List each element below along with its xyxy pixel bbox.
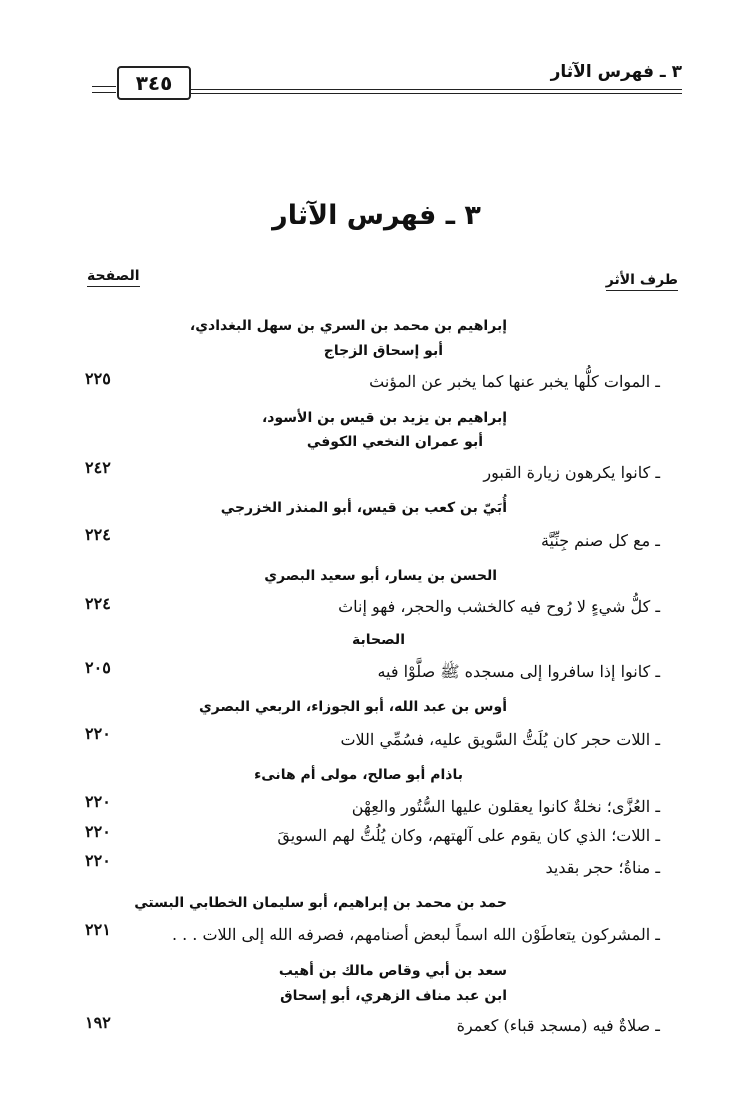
header-rule bbox=[190, 93, 682, 94]
entry-text: ـ كلُّ شيءٍ لا رُوح فيه كالخشب والحجر، فهو إناث bbox=[338, 597, 660, 616]
entry-page: ٢٢٤ bbox=[85, 525, 111, 544]
entry-page: ٢٢٠ bbox=[85, 851, 111, 870]
running-header-title: ٣ ـ فهرس الآثار bbox=[550, 62, 682, 82]
narrator-name: أبو إسحاق الزجاج bbox=[323, 343, 443, 359]
entry-text: ـ الموات كلُّها يخبر عنها كما يخبر عن المؤنث bbox=[369, 372, 660, 391]
header-rule bbox=[190, 89, 682, 90]
narrator-name: باذام أبو صالح، مولى أم هانىء bbox=[254, 767, 463, 783]
entry-page: ١٩٢ bbox=[85, 1013, 111, 1032]
narrator-name: الحسن بن يسار، أبو سعيد البصري bbox=[264, 568, 497, 584]
entry-text: ـ مع كل صنم جِنِّيَّة bbox=[540, 531, 660, 550]
column-header-source: طرف الأثر bbox=[606, 272, 678, 291]
narrator-name: إبراهيم بن محمد بن السري بن سهل البغدادي، bbox=[189, 318, 507, 334]
entry-page: ٢٢٠ bbox=[85, 792, 111, 811]
entry-page: ٢٢٠ bbox=[85, 822, 111, 841]
entry-text: ـ اللات؛ الذي كان يقوم على آلهتهم، وكان يُلُتُّ لهم السويقَ bbox=[277, 826, 660, 845]
header-rule-left bbox=[92, 92, 116, 93]
entry-text: ـ اللات حجر كان يُلَتُّ السَّويق عليه، فسُمِّي اللات bbox=[340, 730, 660, 749]
narrator-name: سعد بن أبي وقاص مالك بن أهيب bbox=[278, 963, 507, 979]
entry-page: ٢٠٥ bbox=[85, 658, 111, 677]
entry-text: ـ مناةُ؛ حجر بقديد bbox=[545, 858, 660, 877]
entry-text: ـ صلاةٌ فيه (مسجد قباء) كعمرة bbox=[456, 1016, 660, 1035]
narrator-name: أبو عمران النخعي الكوفي bbox=[306, 434, 483, 450]
entry-page: ٢٢١ bbox=[85, 920, 111, 939]
entry-text: ـ المشركون يتعاطَوْن الله اسماً لبعض أصنامهم، فصرفه الله إلى اللات . . . bbox=[171, 925, 660, 944]
entry-page: ٢٤٢ bbox=[85, 458, 111, 477]
entry-text: ـ العُزَّى؛ نخلةٌ كانوا يعقلون عليها السُّتُور والعِهْن bbox=[351, 797, 660, 816]
entry-page: ٢٢٥ bbox=[85, 369, 111, 388]
entry-page: ٢٢٤ bbox=[85, 594, 111, 613]
narrator-name: أوس بن عبد الله، أبو الجوزاء، الربعي البصري bbox=[198, 699, 507, 715]
narrator-name: ابن عبد مناف الزهري، أبو إسحاق bbox=[280, 988, 507, 1004]
header-rule-left bbox=[92, 86, 116, 87]
entry-page: ٢٢٠ bbox=[85, 724, 111, 743]
column-header-page: الصفحة bbox=[87, 268, 140, 287]
entry-text: ـ كانوا يكرهون زيارة القبور bbox=[483, 463, 660, 482]
entry-text: ـ كانوا إذا سافروا إلى مسجده ﷺ صلَّوْا فيه bbox=[377, 662, 660, 681]
page-number: ٣٤٥ bbox=[117, 66, 191, 100]
page-title: ٣ ـ فهرس الآثار bbox=[272, 200, 481, 231]
narrator-name: إبراهيم بن يزيد بن قيس بن الأسود، bbox=[261, 410, 507, 426]
narrator-name: الصحابة bbox=[352, 632, 405, 648]
narrator-name: أُبَيّ بن كعب بن قيس، أبو المنذر الخزرجي bbox=[220, 500, 507, 516]
narrator-name: حمد بن محمد بن إبراهيم، أبو سليمان الخطابي البستي bbox=[134, 895, 507, 911]
